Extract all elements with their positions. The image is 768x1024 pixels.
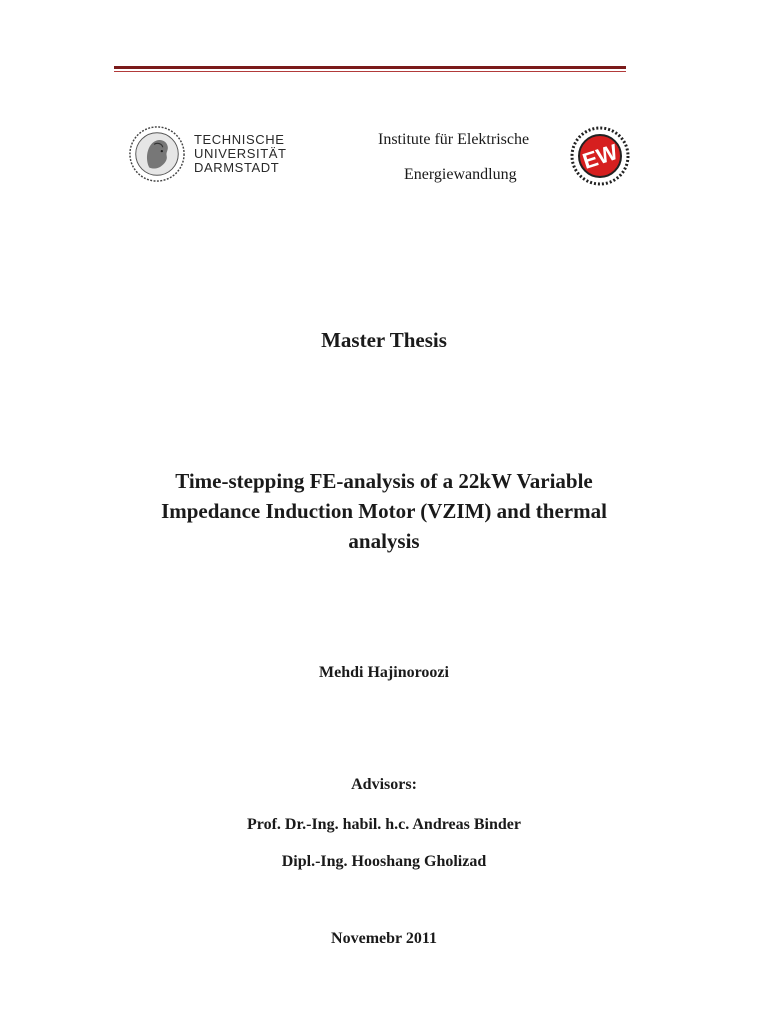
iew-institute-logo xyxy=(378,128,638,192)
tu-darmstadt-wordmark xyxy=(194,133,287,175)
thesis-title xyxy=(0,466,768,556)
institute-name-line-2: Energiewandlung xyxy=(404,166,517,183)
ew-badge-icon xyxy=(568,126,632,186)
tud-line-1: TECHNISCHE xyxy=(194,132,285,147)
advisor-1: Prof. Dr.-Ing. habil. h.c. Andreas Binder xyxy=(247,816,521,833)
document-type: Master Thesis xyxy=(321,328,447,352)
submission-date: Novemebr 2011 xyxy=(331,930,437,947)
title-line-2: Impedance Induction Motor (VZIM) and thermal xyxy=(161,499,607,523)
header-rule-thick xyxy=(114,66,626,69)
title-line-1: Time-stepping FE-analysis of a 22kW Variable xyxy=(175,469,593,493)
advisor-2: Dipl.-Ing. Hooshang Gholizad xyxy=(281,853,487,870)
tud-line-2: UNIVERSITÄT xyxy=(194,146,287,161)
ew-badge-text: EW xyxy=(579,139,621,174)
tud-line-3: DARMSTADT xyxy=(194,160,280,175)
institute-name-line-1: Institute für Elektrische xyxy=(378,131,530,148)
header-rule-thin xyxy=(114,71,626,72)
author-name: Mehdi Hajinoroozi xyxy=(319,664,449,681)
header-rule xyxy=(114,66,626,72)
advisors-label: Advisors: xyxy=(351,776,417,793)
athena-seal-icon xyxy=(128,125,186,183)
tu-darmstadt-logo xyxy=(128,122,298,186)
title-line-3: analysis xyxy=(348,529,420,553)
